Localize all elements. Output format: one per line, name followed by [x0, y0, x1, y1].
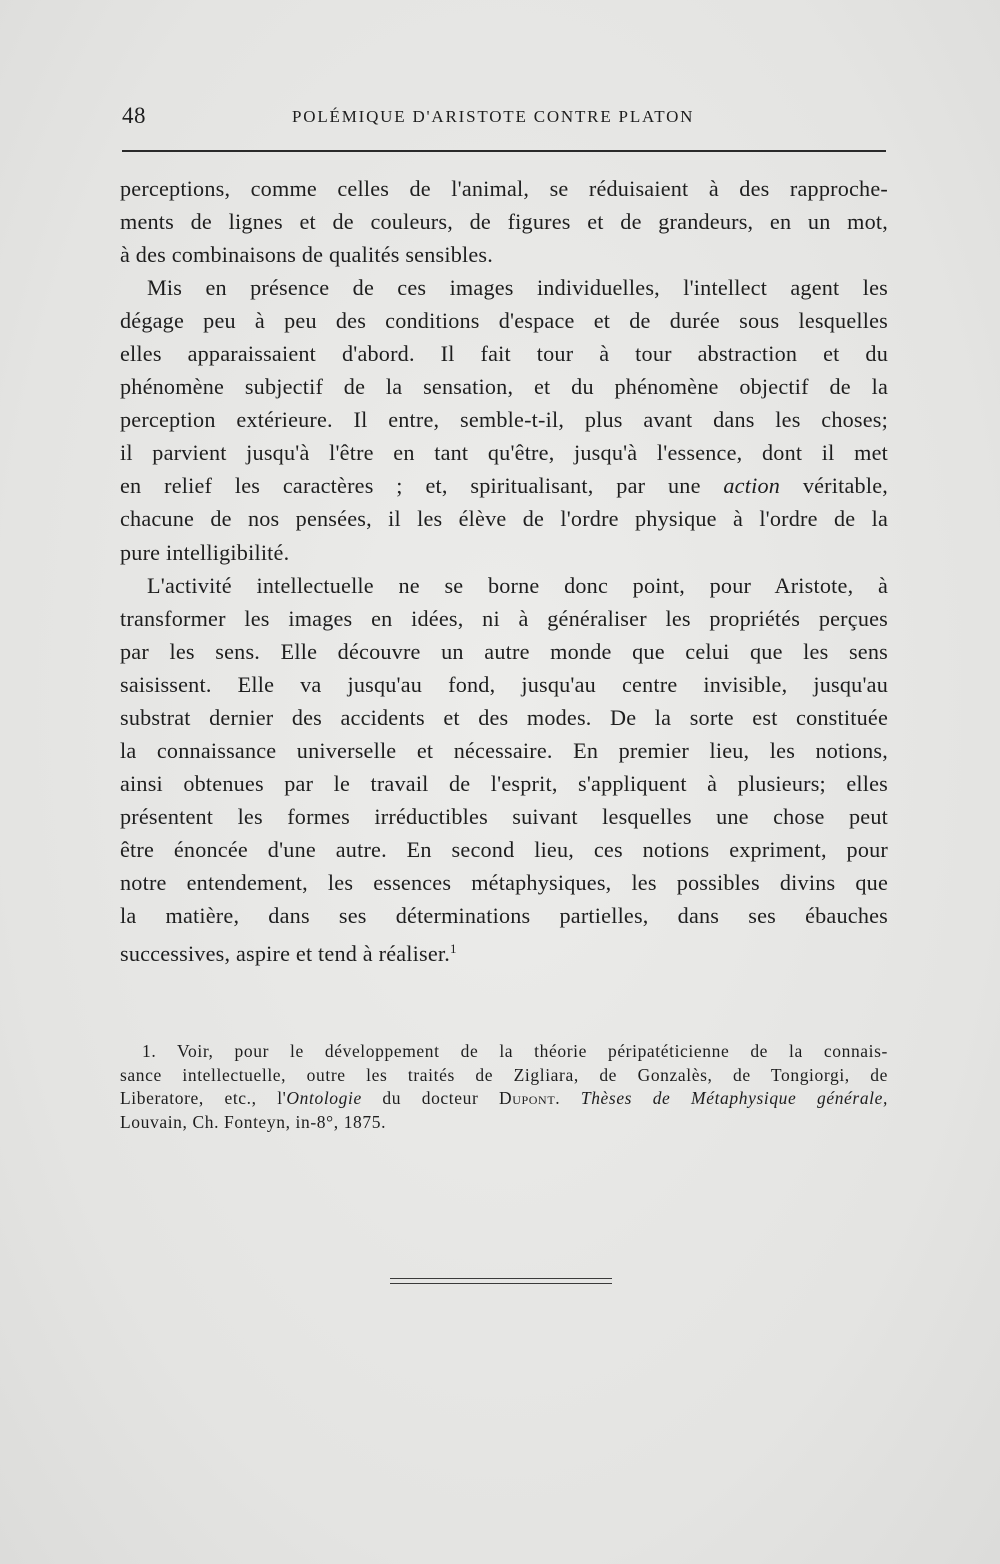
text-segment: du docteur — [361, 1088, 500, 1109]
text-line: substrat dernier des accidents et des modes. De la sorte est constituée — [120, 704, 888, 730]
text-line: à des combinaisons de qualités sensibles. — [120, 242, 493, 268]
text-line: être énoncée d'une autre. En second lieu, ces notions expriment, pour — [120, 836, 888, 862]
text-line — [120, 469, 888, 502]
text-line: transformer les images en idées, ni à généraliser les propriétés perçues — [120, 605, 888, 631]
text-segment: successives, aspire et tend à réaliser. — [120, 941, 451, 967]
page-number: 48 — [122, 103, 146, 128]
text-line: perception extérieure. Il entre, semble-t-il, plus avant dans les choses; — [120, 407, 888, 433]
text-line: pure intelligibilité. — [120, 539, 290, 565]
text-segment: Voir, pour le développement de la théorie péripatéticienne de la connais- — [177, 1041, 888, 1061]
text-line — [120, 932, 888, 965]
text-line: notre entendement, les essences métaphysiques, les possibles divins que — [120, 869, 888, 895]
footnote-marker: 1 — [450, 941, 457, 957]
text-segment: Liberatore, etc., l' — [120, 1088, 287, 1109]
text-line: il parvient jusqu'à l'être en tant qu'être, jusqu'à l'essence, dont il met — [120, 440, 888, 466]
text-line: la connaissance universelle et nécessaire. En premier lieu, les notions, — [120, 737, 888, 763]
italic-title: Thèses de Métaphysique générale, — [580, 1088, 888, 1109]
text-line: saisissent. Elle va jusqu'au fond, jusqu'au centre invisible, jusqu'au — [120, 671, 888, 697]
text-line: Mis en présence de ces images individuelles, l'intellect agent les — [147, 275, 888, 301]
end-rule-top — [390, 1278, 612, 1279]
paragraph-3 — [120, 569, 888, 966]
text-line: perceptions, comme celles de l'animal, se réduisaient à des rapproche- — [120, 176, 888, 201]
text-segment: . — [555, 1088, 581, 1109]
text-line: phénomène subjectif de la sensation, et du phénomène objectif de la — [120, 374, 888, 400]
text-line: par les sens. Elle découvre un autre monde que celui que les sens — [120, 638, 888, 664]
footnote-line — [120, 1040, 888, 1064]
footnote-line: sance intellectuelle, outre les traités de Zigliara, de Gonzalès, de Tongiorgi, de — [120, 1064, 888, 1085]
text-line: la matière, dans ses déterminations partielles, dans ses ébauches — [120, 903, 888, 929]
running-title: POLÉMIQUE D'ARISTOTE CONTRE PLATON — [292, 107, 695, 126]
text-segment: véritable, — [780, 473, 888, 499]
body-text — [120, 172, 888, 965]
footnote-line — [120, 1087, 888, 1111]
author-name: Dupont — [499, 1088, 556, 1109]
text-line: chacune de nos pensées, il les élève de l'ordre physique à l'ordre de la — [120, 506, 888, 532]
text-line: présentent les formes irréductibles suivant lesquelles une chose peut — [120, 803, 888, 829]
page-header — [122, 100, 886, 140]
paragraph-2 — [120, 271, 888, 568]
italic-word: action — [723, 473, 781, 499]
text-line: ainsi obtenues par le travail de l'esprit, s'appliquent à plusieurs; elles — [120, 770, 888, 796]
footnote-line: Louvain, Ch. Fonteyn, in-8°, 1875. — [120, 1111, 387, 1132]
text-segment: en relief les caractères ; et, spiritualisant, par une — [120, 473, 724, 499]
footnote — [120, 1040, 888, 1134]
footnote-number: 1. — [142, 1041, 157, 1061]
text-line: ments de lignes et de couleurs, de figures et de grandeurs, en un mot, — [120, 209, 888, 235]
text-line: L'activité intellectuelle ne se borne donc point, pour Aristote, à — [147, 572, 888, 598]
header-rule — [122, 150, 886, 152]
end-rule-bottom — [390, 1283, 612, 1284]
text-line: dégage peu à peu des conditions d'espace et de durée sous lesquelles — [120, 308, 888, 334]
paragraph-1 — [120, 172, 888, 271]
italic-title: Ontologie — [286, 1088, 362, 1109]
text-line: elles apparaissaient d'abord. Il fait tour à tour abstraction et du — [120, 341, 888, 367]
